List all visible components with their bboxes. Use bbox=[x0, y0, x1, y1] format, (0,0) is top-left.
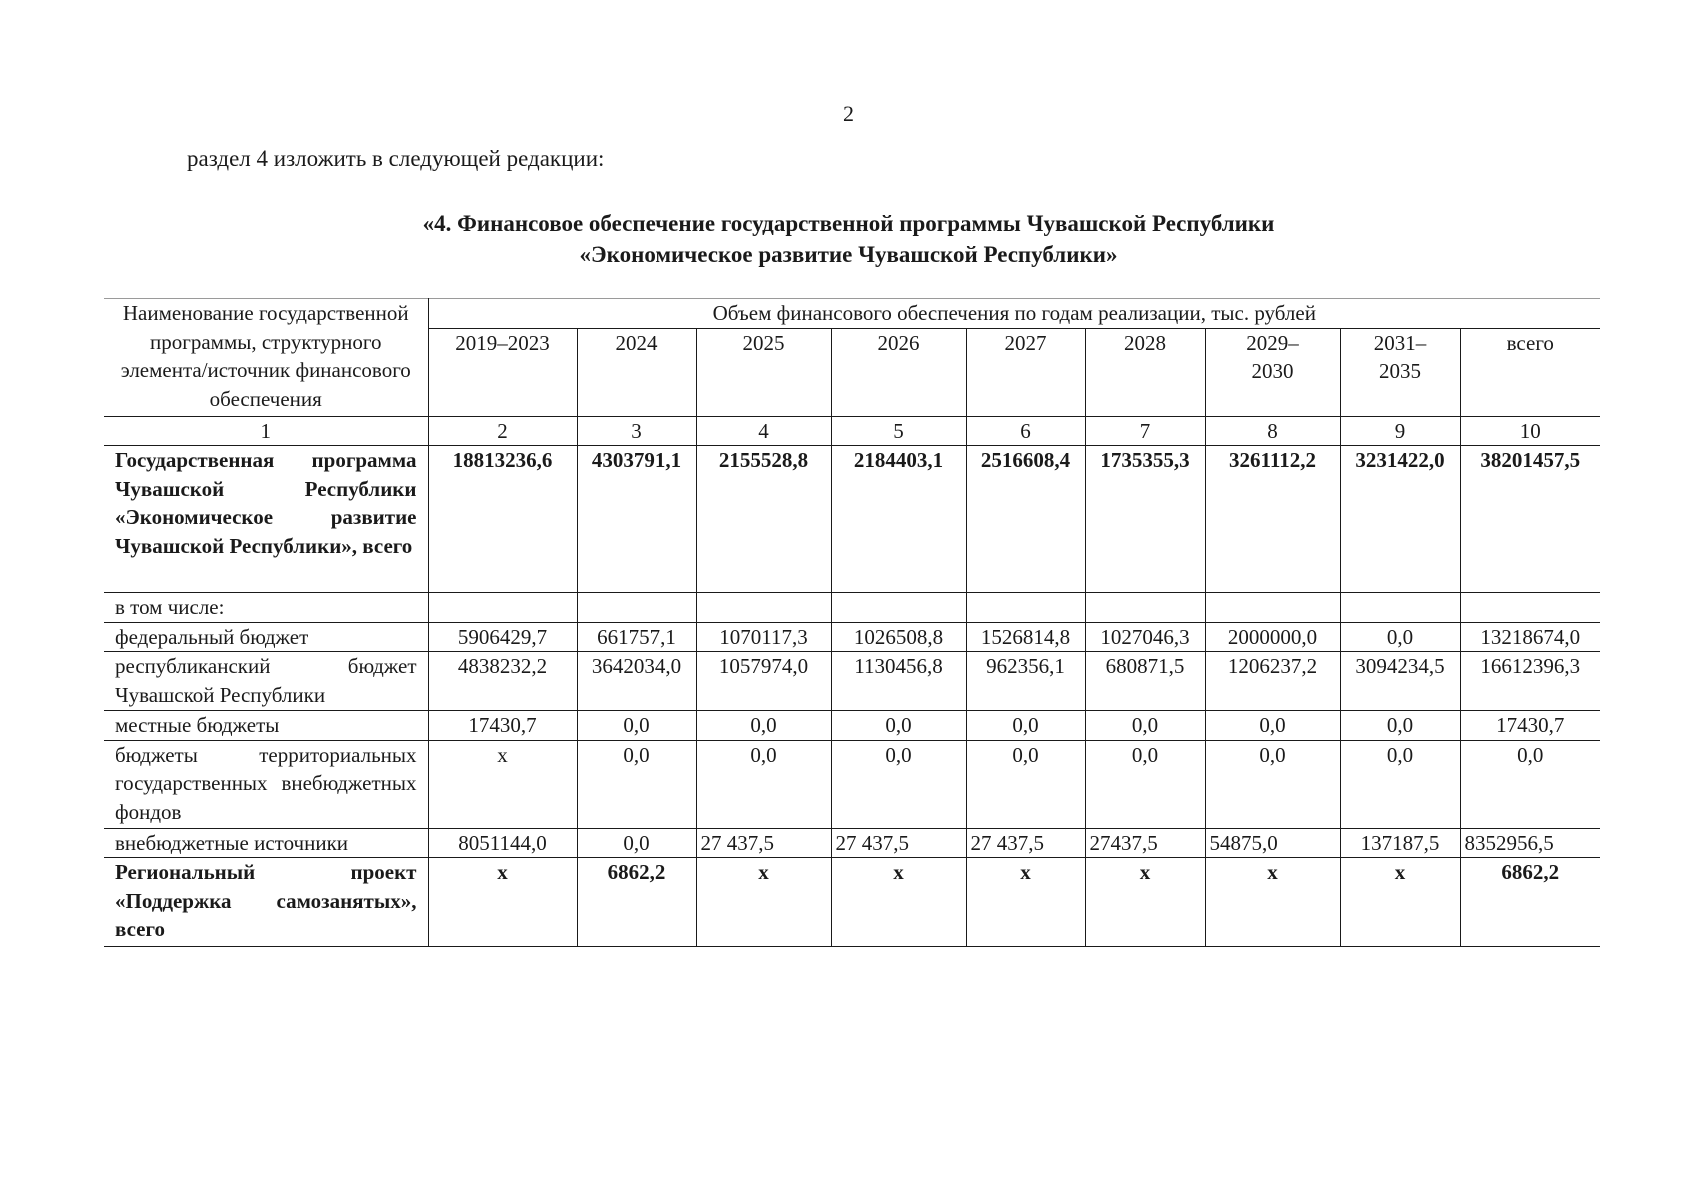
row-value: 0,0 bbox=[831, 711, 966, 741]
row-value: 3261112,2 bbox=[1205, 446, 1340, 593]
header-year: 2019–2023 bbox=[428, 328, 577, 416]
row-value: 0,0 bbox=[577, 740, 696, 828]
row-value: 1070117,3 bbox=[696, 622, 831, 652]
header-year: 2025 bbox=[696, 328, 831, 416]
row-value: 5906429,7 bbox=[428, 622, 577, 652]
row-name: местные бюджеты bbox=[104, 711, 428, 741]
row-value: 0,0 bbox=[577, 828, 696, 858]
row-value: 0,0 bbox=[1205, 740, 1340, 828]
table-row-republican-budget bbox=[104, 652, 1600, 711]
intro-text: раздел 4 изложить в следующей редакции: bbox=[187, 146, 605, 171]
row-value: 0,0 bbox=[696, 711, 831, 741]
row-value: х bbox=[696, 858, 831, 947]
row-value bbox=[428, 593, 577, 623]
row-name: бюджеты территориальных государственных внебюджетных фондов bbox=[104, 740, 428, 828]
row-value: 1027046,3 bbox=[1085, 622, 1205, 652]
header-year: 2027 bbox=[966, 328, 1085, 416]
column-number: 2 bbox=[428, 416, 577, 446]
row-value: 6862,2 bbox=[577, 858, 696, 947]
row-value: 2184403,1 bbox=[831, 446, 966, 593]
row-value: 27437,5 bbox=[1085, 828, 1205, 858]
row-name: федеральный бюджет bbox=[104, 622, 428, 652]
table-row-territorial-funds bbox=[104, 740, 1600, 828]
table-row-extrabudgetary bbox=[104, 828, 1600, 858]
row-name: Государственная программа Чувашской Республики «Экономическое развитие Чувашской Республики», всего bbox=[104, 446, 428, 593]
row-value: 27 437,5 bbox=[696, 828, 831, 858]
column-number-row bbox=[104, 416, 1600, 446]
row-value: 0,0 bbox=[1340, 711, 1460, 741]
row-value bbox=[1340, 593, 1460, 623]
row-value: х bbox=[966, 858, 1085, 947]
row-value: 13218674,0 bbox=[1460, 622, 1600, 652]
row-value: 27 437,5 bbox=[831, 828, 966, 858]
header-group-title: Объем финансового обеспечения по годам реализации, тыс. рублей bbox=[428, 299, 1600, 329]
row-value: х bbox=[1085, 858, 1205, 947]
row-value: х bbox=[831, 858, 966, 947]
row-value: 0,0 bbox=[696, 740, 831, 828]
header-row-group bbox=[104, 299, 1600, 329]
row-value: х bbox=[428, 858, 577, 947]
row-name: Региональный проект «Поддержка самозанятых», всего bbox=[104, 858, 428, 947]
row-value: 1057974,0 bbox=[696, 652, 831, 711]
row-value: 8352956,5 bbox=[1460, 828, 1600, 858]
row-value: 0,0 bbox=[1340, 740, 1460, 828]
row-value: 27 437,5 bbox=[966, 828, 1085, 858]
table-row-regional-project bbox=[104, 858, 1600, 947]
row-value: 16612396,3 bbox=[1460, 652, 1600, 711]
header-year: 2031–2035 bbox=[1340, 328, 1460, 416]
row-value bbox=[1460, 593, 1600, 623]
row-name: республиканский бюджет Чувашской Республики bbox=[104, 652, 428, 711]
row-value bbox=[577, 593, 696, 623]
header-year: 2026 bbox=[831, 328, 966, 416]
row-value bbox=[1085, 593, 1205, 623]
column-number: 9 bbox=[1340, 416, 1460, 446]
row-value bbox=[1205, 593, 1340, 623]
document-heading bbox=[0, 208, 1697, 270]
header-year: 2028 bbox=[1085, 328, 1205, 416]
row-value: 3642034,0 bbox=[577, 652, 696, 711]
row-value: х bbox=[1205, 858, 1340, 947]
column-number: 10 bbox=[1460, 416, 1600, 446]
row-value: 1206237,2 bbox=[1205, 652, 1340, 711]
column-number: 3 bbox=[577, 416, 696, 446]
row-value: 0,0 bbox=[1340, 622, 1460, 652]
row-name: внебюджетные источники bbox=[104, 828, 428, 858]
row-value: 38201457,5 bbox=[1460, 446, 1600, 593]
row-value: 1130456,8 bbox=[831, 652, 966, 711]
heading-line-2: «Экономическое развитие Чувашской Республики» bbox=[579, 242, 1118, 267]
row-value: 0,0 bbox=[966, 740, 1085, 828]
table-row-including bbox=[104, 593, 1600, 623]
row-value bbox=[831, 593, 966, 623]
row-value: 0,0 bbox=[1085, 740, 1205, 828]
row-value: 54875,0 bbox=[1205, 828, 1340, 858]
row-value: 8051144,0 bbox=[428, 828, 577, 858]
table-row-local-budgets bbox=[104, 711, 1600, 741]
row-value: 3231422,0 bbox=[1340, 446, 1460, 593]
row-value: 18813236,6 bbox=[428, 446, 577, 593]
column-number: 4 bbox=[696, 416, 831, 446]
row-value: 0,0 bbox=[1205, 711, 1340, 741]
header-year: 2029–2030 bbox=[1205, 328, 1340, 416]
column-number: 7 bbox=[1085, 416, 1205, 446]
row-value: 2516608,4 bbox=[966, 446, 1085, 593]
column-number: 8 bbox=[1205, 416, 1340, 446]
row-value: 17430,7 bbox=[428, 711, 577, 741]
column-number: 5 bbox=[831, 416, 966, 446]
column-number: 6 bbox=[966, 416, 1085, 446]
row-value: 2000000,0 bbox=[1205, 622, 1340, 652]
table-row-federal-budget bbox=[104, 622, 1600, 652]
row-value: 4303791,1 bbox=[577, 446, 696, 593]
header-name-column: Наименование государственной программы, структурного элемента/источник финансового обеспечения bbox=[104, 299, 428, 417]
column-number: 1 bbox=[104, 416, 428, 446]
row-value: х bbox=[428, 740, 577, 828]
row-value: 962356,1 bbox=[966, 652, 1085, 711]
header-year-total: всего bbox=[1460, 328, 1600, 416]
row-value: 137187,5 bbox=[1340, 828, 1460, 858]
heading-line-1: «4. Финансовое обеспечение государственной программы Чувашской Республики bbox=[422, 211, 1275, 236]
row-value bbox=[696, 593, 831, 623]
table-row-program-total bbox=[104, 446, 1600, 593]
row-value: 1735355,3 bbox=[1085, 446, 1205, 593]
row-value: 6862,2 bbox=[1460, 858, 1600, 947]
row-value: 0,0 bbox=[577, 711, 696, 741]
header-year: 2024 bbox=[577, 328, 696, 416]
row-value: 661757,1 bbox=[577, 622, 696, 652]
row-value: 1526814,8 bbox=[966, 622, 1085, 652]
row-value: 1026508,8 bbox=[831, 622, 966, 652]
row-value: 0,0 bbox=[966, 711, 1085, 741]
row-value: 4838232,2 bbox=[428, 652, 577, 711]
page-number: 2 bbox=[843, 101, 854, 126]
row-value: 0,0 bbox=[1085, 711, 1205, 741]
row-value: х bbox=[1340, 858, 1460, 947]
row-value: 2155528,8 bbox=[696, 446, 831, 593]
row-value bbox=[966, 593, 1085, 623]
row-value: 17430,7 bbox=[1460, 711, 1600, 741]
row-name: в том числе: bbox=[104, 593, 428, 623]
financing-table bbox=[104, 298, 1600, 947]
row-value: 0,0 bbox=[1460, 740, 1600, 828]
row-value: 0,0 bbox=[831, 740, 966, 828]
row-value: 680871,5 bbox=[1085, 652, 1205, 711]
row-value: 3094234,5 bbox=[1340, 652, 1460, 711]
